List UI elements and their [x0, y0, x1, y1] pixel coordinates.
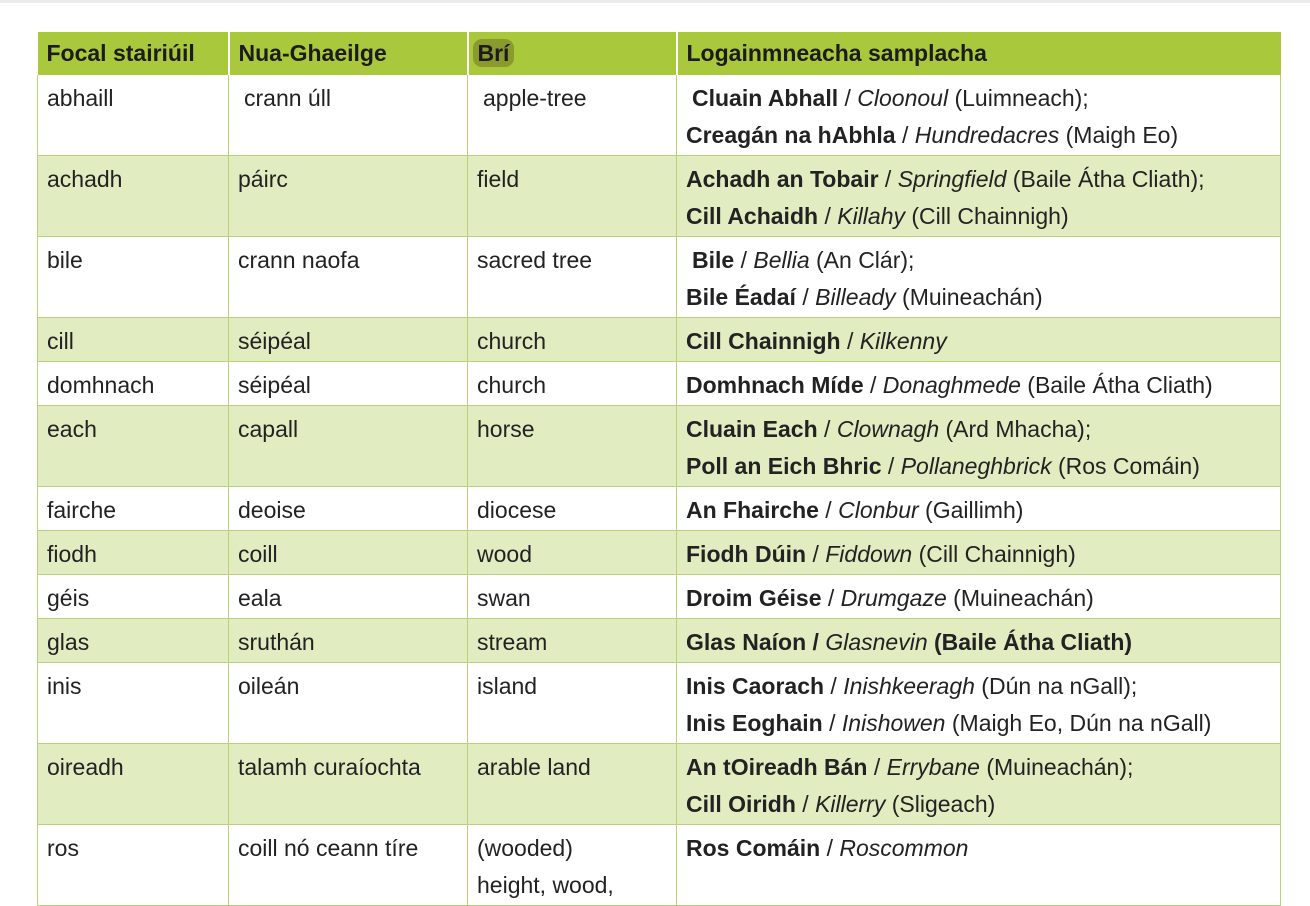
cell-sample-placenames — [677, 362, 1281, 406]
cell-modern-irish-text: crann úll — [244, 85, 331, 111]
cell-historic-word-text: géis — [47, 585, 90, 611]
cell-historic-word-text: fairche — [47, 497, 117, 523]
placename-example — [686, 492, 1271, 529]
county-name: (Baile Átha Cliath); — [1006, 166, 1205, 192]
english-placename: Pollaneghbrick — [900, 453, 1052, 479]
english-placename: Springfield — [897, 166, 1007, 192]
cell-modern-irish-text: séipéal — [238, 372, 311, 398]
cell-meaning-text: stream — [477, 629, 548, 655]
irish-placename: Domhnach Míde — [686, 372, 864, 398]
top-rule — [0, 0, 1310, 3]
placename-example — [686, 830, 1271, 867]
placename-example — [686, 198, 1271, 235]
cell-meaning-text-continued: height, wood, — [477, 872, 614, 898]
irish-placename: Poll an Eich Bhric — [686, 453, 882, 479]
separator: / — [818, 497, 839, 523]
county-name: (An Clár); — [809, 247, 915, 273]
placename-example — [686, 668, 1271, 705]
cell-historic-word — [38, 156, 229, 237]
irish-placename: Inis Eoghain — [686, 710, 823, 736]
cell-historic-word — [38, 663, 229, 744]
table-row — [38, 619, 1281, 663]
cell-meaning-text: apple-tree — [483, 85, 587, 111]
cell-sample-placenames — [677, 531, 1281, 575]
placename-example — [686, 580, 1271, 617]
county-name: (Ard Mhacha); — [939, 416, 1092, 442]
irish-placename: Bile — [692, 247, 735, 273]
placename-example — [686, 705, 1271, 742]
english-placename: Inishowen — [841, 710, 946, 736]
table-row — [38, 575, 1281, 619]
cell-modern-irish — [229, 487, 468, 531]
cell-historic-word-text: abhaill — [47, 85, 114, 111]
cell-modern-irish — [229, 575, 468, 619]
county-name: (Maigh Eo) — [1059, 122, 1179, 148]
cell-meaning-text: sacred tree — [477, 247, 593, 273]
cell-historic-word-text: domhnach — [47, 372, 155, 398]
cell-meaning-text: swan — [477, 585, 531, 611]
cell-historic-word-text: ros — [47, 835, 79, 861]
cell-modern-irish-text: páirc — [238, 166, 288, 192]
cell-modern-irish — [229, 619, 468, 663]
header-historic-word: Focal stairiúil — [38, 32, 229, 75]
cell-meaning — [468, 531, 677, 575]
english-placename: Cloonoul — [857, 85, 949, 111]
cell-meaning — [468, 362, 677, 406]
irish-placename: Cluain Abhall — [692, 85, 839, 111]
header-row — [38, 32, 1281, 75]
cell-sample-placenames — [677, 575, 1281, 619]
placename-example — [686, 749, 1271, 786]
cell-sample-placenames — [677, 663, 1281, 744]
cell-meaning-text: field — [477, 166, 520, 192]
cell-sample-placenames — [677, 744, 1281, 825]
county-name: (Baile Átha Cliath) — [927, 629, 1133, 655]
cell-meaning — [468, 318, 677, 362]
table-row — [38, 487, 1281, 531]
irish-placename: Cill Chainnigh — [686, 328, 841, 354]
cell-meaning — [468, 663, 677, 744]
cell-meaning-text: wood — [477, 541, 532, 567]
placename-example — [686, 279, 1271, 316]
irish-placename: Cluain Each — [686, 416, 818, 442]
table-row — [38, 156, 1281, 237]
cell-historic-word — [38, 825, 229, 906]
header-modern-irish: Nua-Ghaeilge — [229, 32, 468, 75]
cell-meaning — [468, 75, 677, 156]
cell-historic-word — [38, 318, 229, 362]
cell-historic-word-text: achadh — [47, 166, 123, 192]
cell-sample-placenames — [677, 237, 1281, 318]
irish-placename: Bile Éadaí — [686, 284, 796, 310]
english-placename: Kilkenny — [859, 328, 947, 354]
cell-meaning-text: diocese — [477, 497, 557, 523]
cell-historic-word-text: each — [47, 416, 97, 442]
placename-example — [686, 323, 1271, 360]
cell-historic-word — [38, 531, 229, 575]
placename-example — [686, 117, 1271, 154]
separator: / — [821, 585, 841, 611]
english-placename: Bellia — [753, 247, 810, 273]
table-row — [38, 318, 1281, 362]
cell-historic-word — [38, 619, 229, 663]
separator: / — [817, 416, 837, 442]
cell-meaning — [468, 825, 677, 906]
cell-modern-irish — [229, 237, 468, 318]
english-placename: Drumgaze — [840, 585, 947, 611]
cell-sample-placenames — [677, 619, 1281, 663]
cell-modern-irish — [229, 406, 468, 487]
county-name: (Cill Chainnigh) — [905, 203, 1069, 229]
cell-modern-irish-text: séipéal — [238, 328, 311, 354]
cell-historic-word-text: glas — [47, 629, 90, 655]
cell-sample-placenames — [677, 156, 1281, 237]
separator: / — [822, 710, 842, 736]
cell-sample-placenames — [677, 825, 1281, 906]
english-placename: Killahy — [837, 203, 905, 229]
cell-historic-word-text: fiodh — [47, 541, 97, 567]
separator: / — [734, 247, 754, 273]
cell-meaning-text: arable land — [477, 754, 591, 780]
cell-historic-word — [38, 406, 229, 487]
english-placename: Donaghmede — [882, 372, 1021, 398]
table-row — [38, 237, 1281, 318]
placename-example — [686, 367, 1271, 404]
cell-modern-irish — [229, 318, 468, 362]
county-name: (Muineachán) — [946, 585, 1094, 611]
separator: / — [838, 85, 858, 111]
cell-meaning-text: island — [477, 673, 538, 699]
header-sample-placenames: Logainmneacha samplacha — [677, 32, 1281, 75]
irish-placename: Droim Géise — [686, 585, 822, 611]
english-placename: Roscommon — [839, 835, 969, 861]
separator: / — [820, 835, 840, 861]
cell-sample-placenames — [677, 75, 1281, 156]
cell-sample-placenames — [677, 487, 1281, 531]
separator: / — [878, 166, 898, 192]
county-name: (Ros Comáin) — [1051, 453, 1200, 479]
cell-historic-word-text: oireadh — [47, 754, 124, 780]
cell-historic-word-text: bile — [47, 247, 83, 273]
county-name: (Baile Átha Cliath) — [1020, 372, 1213, 398]
placename-example — [686, 624, 1271, 661]
cell-modern-irish — [229, 744, 468, 825]
county-name: (Luimneach); — [948, 85, 1089, 111]
english-placename: Glasnevin — [825, 629, 928, 655]
table-body — [38, 75, 1281, 906]
table-row — [38, 75, 1281, 156]
separator: / — [795, 791, 816, 817]
county-name: (Gaillimh) — [918, 497, 1024, 523]
placename-example — [686, 786, 1271, 823]
cell-modern-irish-text: coill nó ceann tíre — [238, 835, 419, 861]
cell-modern-irish — [229, 362, 468, 406]
cell-historic-word — [38, 75, 229, 156]
cell-modern-irish — [229, 825, 468, 906]
cell-meaning — [468, 575, 677, 619]
cell-historic-word — [38, 575, 229, 619]
cell-modern-irish-text: sruthán — [238, 629, 315, 655]
separator: / — [824, 673, 844, 699]
county-name: (Muineachán) — [895, 284, 1043, 310]
county-name: (Maigh Eo, Dún na nGall) — [945, 710, 1212, 736]
english-placename: Killerry — [815, 791, 886, 817]
irish-placename: Glas Naíon / — [686, 629, 819, 655]
cell-meaning-text: horse — [477, 416, 535, 442]
cell-historic-word — [38, 237, 229, 318]
separator: / — [840, 328, 860, 354]
header-meaning-highlight: Brí — [473, 39, 515, 67]
header-meaning — [468, 32, 677, 75]
cell-modern-irish-text: capall — [238, 416, 299, 442]
irish-placename: Cill Oiridh — [686, 791, 796, 817]
english-placename: Billeady — [815, 284, 896, 310]
cell-modern-irish — [229, 156, 468, 237]
cell-meaning — [468, 156, 677, 237]
cell-meaning — [468, 487, 677, 531]
cell-historic-word — [38, 487, 229, 531]
placename-example — [686, 411, 1271, 448]
cell-modern-irish — [229, 663, 468, 744]
cell-meaning-text: church — [477, 372, 547, 398]
cell-meaning — [468, 237, 677, 318]
placename-example — [686, 80, 1271, 117]
irish-placename: Cill Achaidh — [686, 203, 819, 229]
irish-placename: Creagán na hAbhla — [686, 122, 896, 148]
irish-placename: Fiodh Dúin — [686, 541, 807, 567]
irish-placename: Inis Caorach — [686, 673, 825, 699]
irish-placename: Achadh an Tobair — [686, 166, 879, 192]
cell-modern-irish-text: talamh curaíochta — [238, 754, 421, 780]
table-row — [38, 362, 1281, 406]
cell-historic-word-text: cill — [47, 328, 74, 354]
placenames-table — [37, 32, 1281, 906]
cell-modern-irish-text: oileán — [238, 673, 300, 699]
cell-modern-irish-text: eala — [238, 585, 282, 611]
cell-meaning-text: church — [477, 328, 547, 354]
cell-sample-placenames — [677, 318, 1281, 362]
cell-historic-word-text: inis — [47, 673, 82, 699]
english-placename: Clonbur — [838, 497, 919, 523]
separator: / — [867, 754, 887, 780]
separator: / — [881, 453, 901, 479]
placename-example — [686, 242, 1271, 279]
table-row — [38, 744, 1281, 825]
table-row — [38, 825, 1281, 906]
separator: / — [795, 284, 816, 310]
cell-historic-word — [38, 744, 229, 825]
placename-example — [686, 448, 1271, 485]
english-placename: Inishkeeragh — [843, 673, 975, 699]
cell-modern-irish — [229, 75, 468, 156]
english-placename: Hundredacres — [914, 122, 1060, 148]
placename-example — [686, 161, 1271, 198]
separator: / — [863, 372, 883, 398]
county-name: (Muineachán); — [979, 754, 1134, 780]
separator: / — [818, 203, 838, 229]
english-placename: Errybane — [886, 754, 980, 780]
cell-modern-irish — [229, 531, 468, 575]
cell-modern-irish-text: deoise — [238, 497, 306, 523]
table-row — [38, 531, 1281, 575]
county-name: (Dún na nGall); — [974, 673, 1138, 699]
cell-historic-word — [38, 362, 229, 406]
irish-placename: An Fhairche — [686, 497, 819, 523]
separator: / — [895, 122, 915, 148]
county-name: (Sligeach) — [885, 791, 996, 817]
cell-meaning-text: (wooded) — [477, 835, 573, 861]
cell-modern-irish-text: coill — [238, 541, 278, 567]
irish-placename: An tOireadh Bán — [686, 754, 868, 780]
english-placename: Clownagh — [836, 416, 940, 442]
cell-sample-placenames — [677, 406, 1281, 487]
placename-example — [686, 536, 1271, 573]
cell-meaning — [468, 619, 677, 663]
county-name: (Cill Chainnigh) — [912, 541, 1076, 567]
separator: / — [806, 541, 826, 567]
cell-meaning — [468, 406, 677, 487]
english-placename: Fiddown — [825, 541, 913, 567]
cell-meaning — [468, 744, 677, 825]
cell-modern-irish-text: crann naofa — [238, 247, 360, 273]
table-row — [38, 406, 1281, 487]
table-row — [38, 663, 1281, 744]
irish-placename: Ros Comáin — [686, 835, 821, 861]
